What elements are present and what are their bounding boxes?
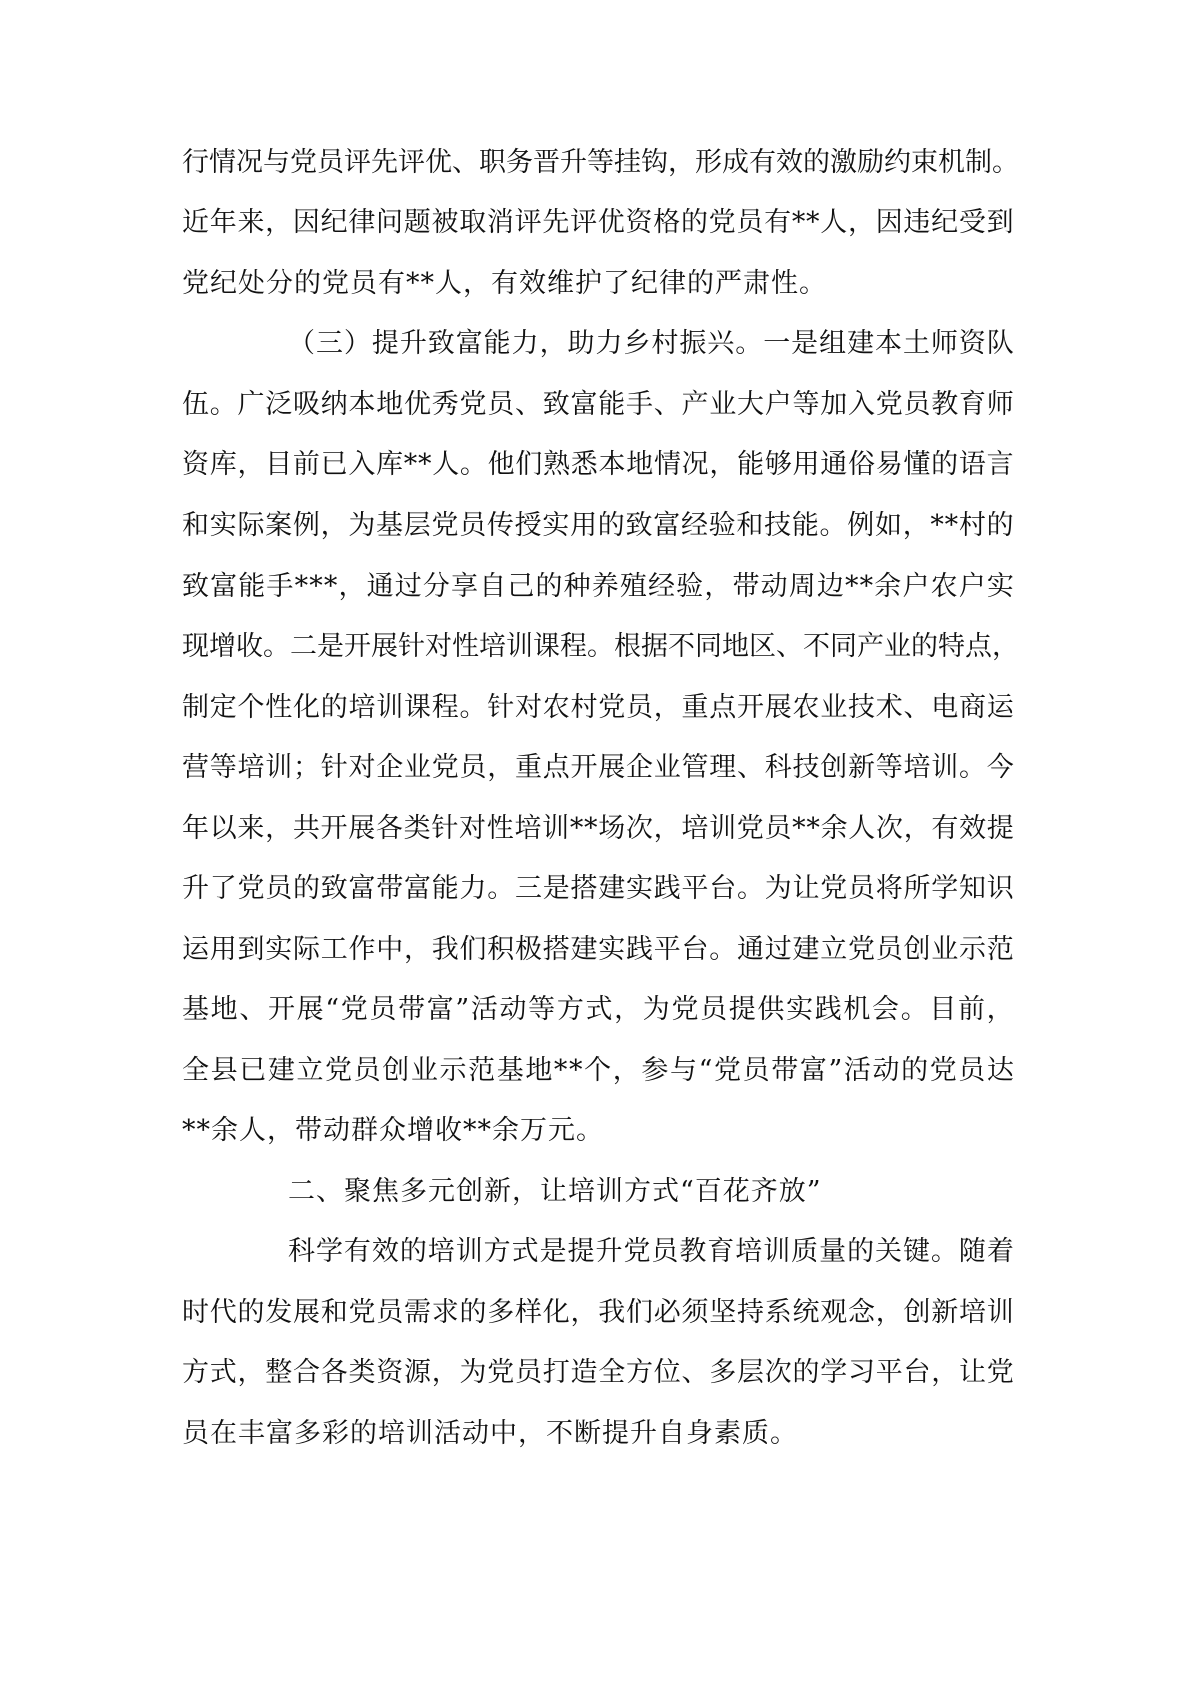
text-line-16: 全 县 已 建 立 党 员 创 业 示 范 基 地 * * 个 ， 参 与 “ 党 员 带 富 ” 活 动 的 党 员 达 [182,1055,1014,1086]
text-line-19: 科 学 有 效 的 培 训 方 式 是 提 升 党 员 教 育 培 训 质 量 的 关 键 。 随 着 [288,1236,1014,1267]
text-line-12: 年 以 来 ， 共 开 展 各 类 针 对 性 培 训 * * 场 次 ， 培 训 党 员 * * 余 人 次 ， 有 效 提 [182,813,1014,844]
text-line-21: 方 式 ， 整 合 各 类 资 源 ， 为 党 员 打 造 全 方 位 、 多 层 次 的 学 习 平 台 ， 让 党 [182,1357,1014,1388]
text-line-10: 制 定 个 性 化 的 培 训 课 程 。 针 对 农 村 党 员 ， 重 点 开 展 农 业 技 术 、 电 商 运 [182,692,1014,723]
section-heading: 二、聚焦多元创新，让培训方式“百花齐放” [288,1176,822,1207]
text-line-6: 资 库 ， 目 前 已 入 库 * * 人 。 他 们 熟 悉 本 地 情 况 ， 能 够 用 通 俗 易 懂 的 语 言 [182,449,1014,480]
text-line-8: 致 富 能 手 * * * ， 通 过 分 享 自 己 的 种 养 殖 经 验 ， 带 动 周 边 * * 余 户 农 户 实 [182,571,1014,602]
text-line-4: （ 三 ） 提 升 致 富 能 力 ， 助 力 乡 村 振 兴 。 一 是 组 建 本 土 师 资 队 [288,328,1014,359]
text-line-17: **余人，带动群众增收**余万元。 [182,1115,604,1146]
text-line-14: 运 用 到 实 际 工 作 中 ， 我 们 积 极 搭 建 实 践 平 台 。 通 过 建 立 党 员 创 业 示 范 [182,934,1014,965]
text-line-20: 时 代 的 发 展 和 党 员 需 求 的 多 样 化 ， 我 们 必 须 坚 持 系 统 观 念 ， 创 新 培 训 [182,1297,1014,1328]
text-line-9: 现 增 收 。 二 是 开 展 针 对 性 培 训 课 程 。 根 据 不 同 地 区 、 不 同 产 业 的 特 点 ， [182,631,1019,662]
text-line-5: 伍 。 广 泛 吸 纳 本 地 优 秀 党 员 、 致 富 能 手 、 产 业 大 户 等 加 入 党 员 教 育 师 [182,389,1014,420]
text-line-15: 基 地 、 开 展 “ 党 员 带 富 ” 活 动 等 方 式 ， 为 党 员 提 供 实 践 机 会 。 目 前 ， [182,994,1014,1025]
text-line-7: 和 实 际 案 例 ， 为 基 层 党 员 传 授 实 用 的 致 富 经 验 和 技 能 。 例 如 ， * * 村 的 [182,510,1014,541]
text-line-1: 行 情 况 与 党 员 评 先 评 优 、 职 务 晋 升 等 挂 钩 ， 形 成 有 效 的 激 励 约 束 机 制 。 [182,147,1019,178]
text-line-13: 升 了 党 员 的 致 富 带 富 能 力 。 三 是 搭 建 实 践 平 台 。 为 让 党 员 将 所 学 知 识 [182,873,1014,904]
text-line-3: 党纪处分的党员有**人，有效维护了纪律的严肃性。 [182,268,827,299]
text-line-11: 营 等 培 训 ； 针 对 企 业 党 员 ， 重 点 开 展 企 业 管 理 、 科 技 创 新 等 培 训 。 今 [182,752,1014,783]
text-line-22: 员在丰富多彩的培训活动中，不断提升自身素质。 [182,1418,798,1449]
text-line-2: 近 年 来 ， 因 纪 律 问 题 被 取 消 评 先 评 优 资 格 的 党 员 有 * * 人 ， 因 违 纪 受 到 [182,207,1014,238]
